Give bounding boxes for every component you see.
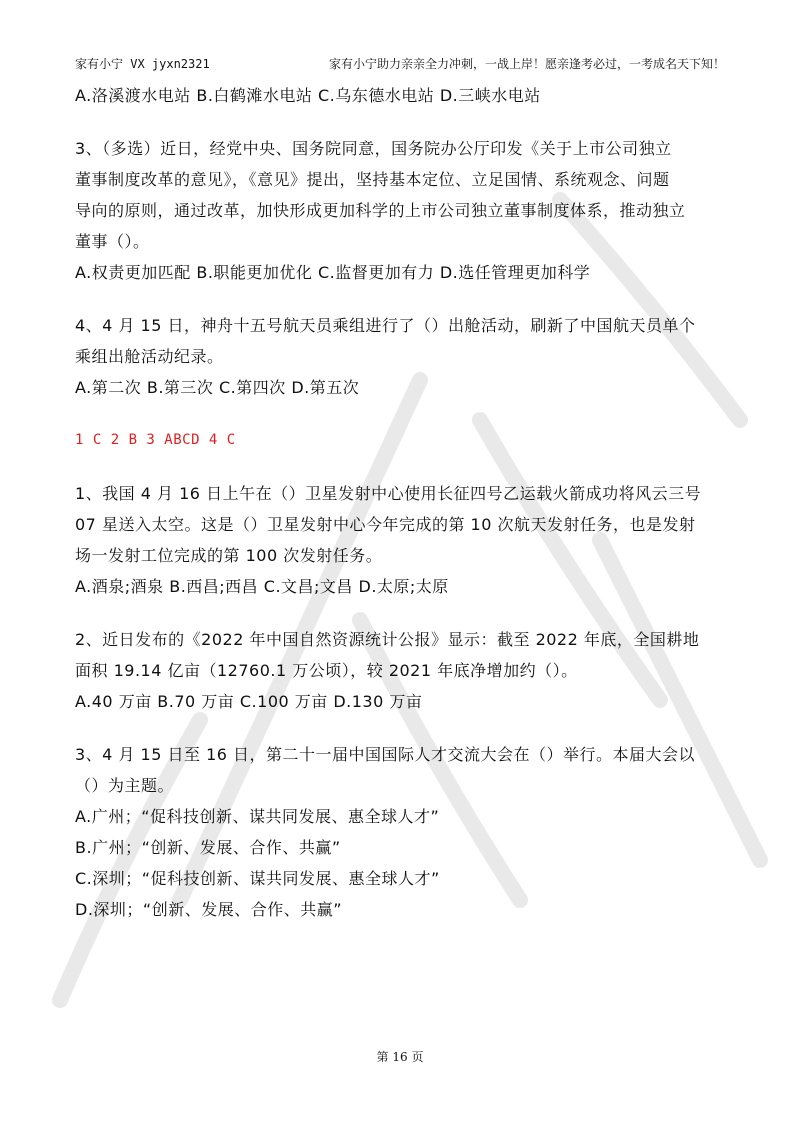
question-line: 导向的原则，通过改革，加快形成更加科学的上市公司独立董事制度体系，推动独立 bbox=[75, 201, 686, 220]
options-line: D.深圳；“创新、发展、合作、共赢” bbox=[75, 900, 342, 919]
options-line: A.广州；“促科技创新、谋共同发展、惠全球人才” bbox=[75, 807, 440, 826]
question-line: 4、4 月 15 日，神舟十五号航天员乘组进行了（）出舱活动，刷新了中国航天员单个 bbox=[75, 316, 696, 335]
question-line: 乘组出舱活动纪录。 bbox=[75, 347, 224, 366]
options-line: C.深圳；“促科技创新、谋共同发展、惠全球人才” bbox=[75, 869, 440, 888]
question-line: （）为主题。 bbox=[75, 776, 175, 795]
options-line: A.洛溪渡水电站 B.白鹤滩水电站 C.乌东德水电站 D.三峡水电站 bbox=[75, 86, 541, 105]
page-number: 第 16 页 bbox=[376, 1050, 424, 1064]
options-line: A.第二次 B.第三次 C.第四次 D.第五次 bbox=[75, 378, 360, 397]
header-left: 家有小宁 VX jyxn2321 bbox=[75, 57, 210, 71]
options-line: A.权责更加匹配 B.职能更加优化 C.监督更加有力 D.选任管理更加科学 bbox=[75, 263, 591, 282]
question-line: 3、4 月 15 日至 16 日，第二十一届中国国际人才交流大会在（）举行。本届大会以 bbox=[75, 745, 696, 764]
document-body bbox=[75, 80, 730, 925]
options-line: B.广州；“创新、发展、合作、共赢” bbox=[75, 838, 341, 857]
question-line: 董事（）。 bbox=[75, 232, 150, 251]
question-line: 面积 19.14 亿亩（12760.1 万公顷），较 2021 年底净增加约（）。 bbox=[75, 661, 578, 680]
question-line: 07 星送入太空。这是（）卫星发射中心今年完成的第 10 次航天发射任务，也是发射 bbox=[75, 515, 696, 534]
options-line: A.酒泉;酒泉 B.西昌;西昌 C.文昌;文昌 D.太原;太原 bbox=[75, 577, 449, 596]
question-line: 3、（多选）近日，经党中央、国务院同意，国务院办公厅印发《关于上市公司独立 bbox=[75, 139, 672, 158]
question-line: 1、我国 4 月 16 日上午在（）卫星发射中心使用长征四号乙运载火箭成功将风云三号 bbox=[75, 484, 702, 503]
question-line: 2、近日发布的《2022 年中国自然资源统计公报》显示：截至 2022 年底，全国耕地 bbox=[75, 630, 700, 649]
question-line: 场一发射工位完成的第 100 次发射任务。 bbox=[75, 546, 383, 565]
answer-key: 1 C 2 B 3 ABCD 4 C bbox=[75, 432, 236, 448]
options-line: A.40 万亩 B.70 万亩 C.100 万亩 D.130 万亩 bbox=[75, 692, 423, 711]
header-right: 家有小宁助力亲亲全力冲刺，一战上岸！愿亲逢考必过，一考成名天下知！ bbox=[328, 57, 725, 71]
question-line: 董事制度改革的意见》，《意见》提出，坚持基本定位、立足国情、系统观念、问题 bbox=[75, 170, 670, 189]
